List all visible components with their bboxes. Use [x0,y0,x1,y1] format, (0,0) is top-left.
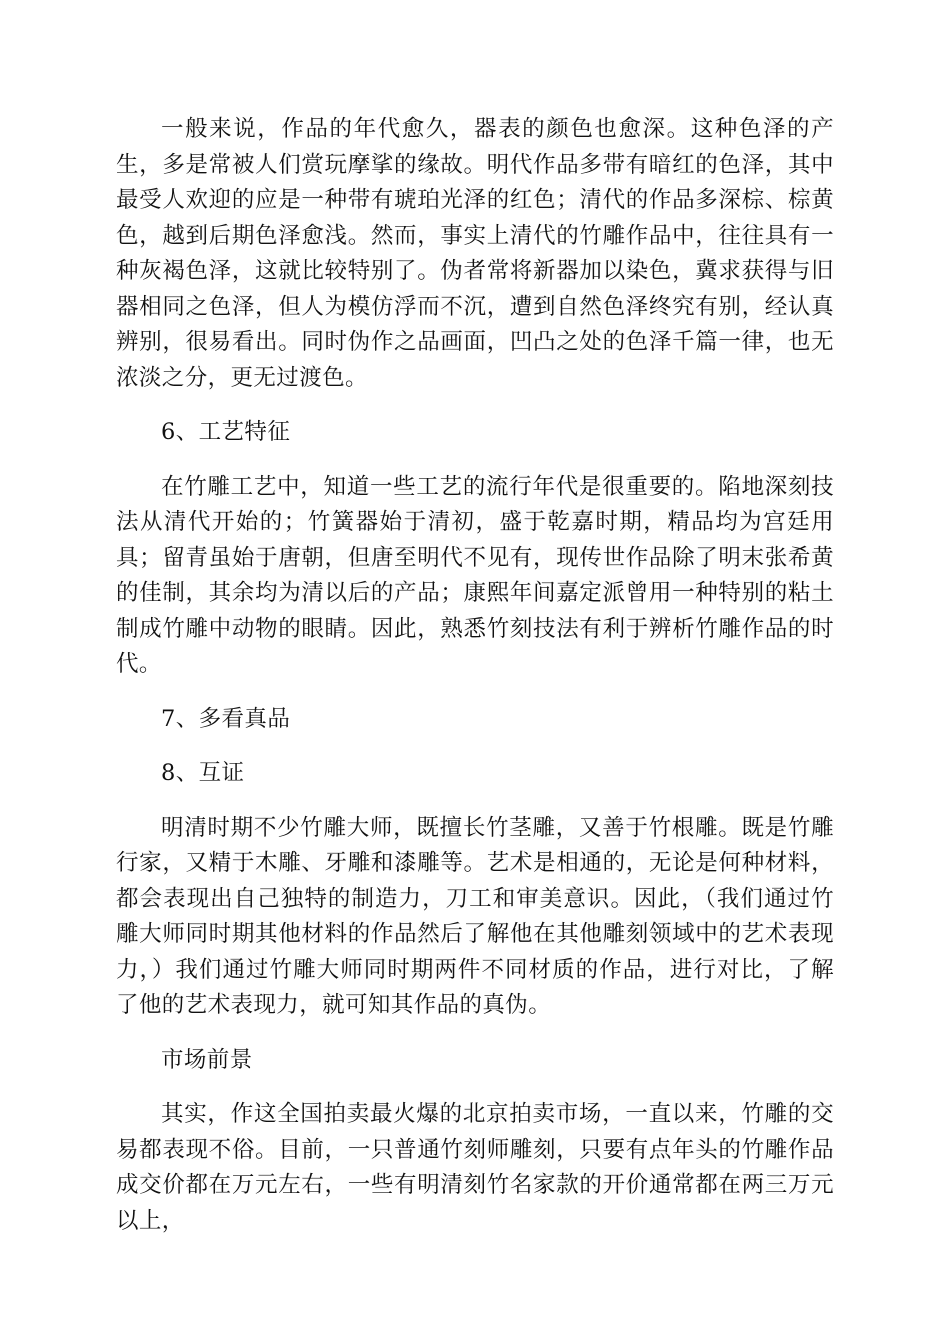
paragraph-craft-techniques: 在竹雕工艺中，知道一些工艺的流行年代是很重要的。陷地深刻技法从清代开始的；竹簧器始于清初，盛于乾嘉时期，精品均为宫廷用具；留青虽始于唐朝，但唐至明代不见有，现传世作品除了明末张希黄的佳制，其余均为清以后的产品；康熙年间嘉定派曾用一种特别的粘土制成竹雕中动物的眼睛。因此，熟悉竹刻技法有利于辨析竹雕作品的时代。 [116,473,834,677]
section-heading-market-outlook: 市场前景 [161,1046,253,1073]
paragraph-market-prices: 其实，作这全国拍卖最火爆的北京拍卖市场，一直以来，竹雕的交易都表现不俗。目前，一只普通竹刻师雕刻，只要有点年头的竹雕作品成交价都在万元左右，一些有明清刻竹名家款的开价通常都在两三万元以上， [116,1101,834,1234]
document-body [116,112,834,1239]
paragraph-masters-comparison: 明清时期不少竹雕大师，既擅长竹茎雕，又善于竹根雕。既是竹雕行家，又精于木雕、牙雕和漆雕等。艺术是相通的，无论是何种材料，都会表现出自己独特的制造力，刀工和审美意识。因此，（我们通过竹雕大师同时期其他材料的作品然后了解他在其他雕刻领域中的艺术表现力，）我们通过竹雕大师同时期两件不同材质的作品，进行对比，了解了他的艺术表现力，就可知其作品的真伪。 [116,814,834,1018]
section-heading-view-genuine: 7、多看真品 [161,705,291,732]
paragraph-color-patina: 一般来说，作品的年代愈久，器表的颜色也愈深。这种色泽的产生，多是常被人们赏玩摩挲的缘故。明代作品多带有暗红的色泽，其中最受人欢迎的应是一种带有琥珀光泽的红色；清代的作品多深棕、棕黄色，越到后期色泽愈浅。然而，事实上清代的竹雕作品中，往往具有一种灰褐色泽，这就比较特别了。伪者常将新器加以染色，冀求获得与旧器相同之色泽，但人为模仿浮而不沉，遭到自然色泽终究有别，经认真辨别，很易看出。同时伪作之品画面，凹凸之处的色泽千篇一律，也无浓淡之分，更无过渡色。 [116,116,834,391]
section-heading-cross-verify: 8、互证 [161,760,245,786]
section-heading-craft-features: 6、工艺特征 [161,419,291,445]
